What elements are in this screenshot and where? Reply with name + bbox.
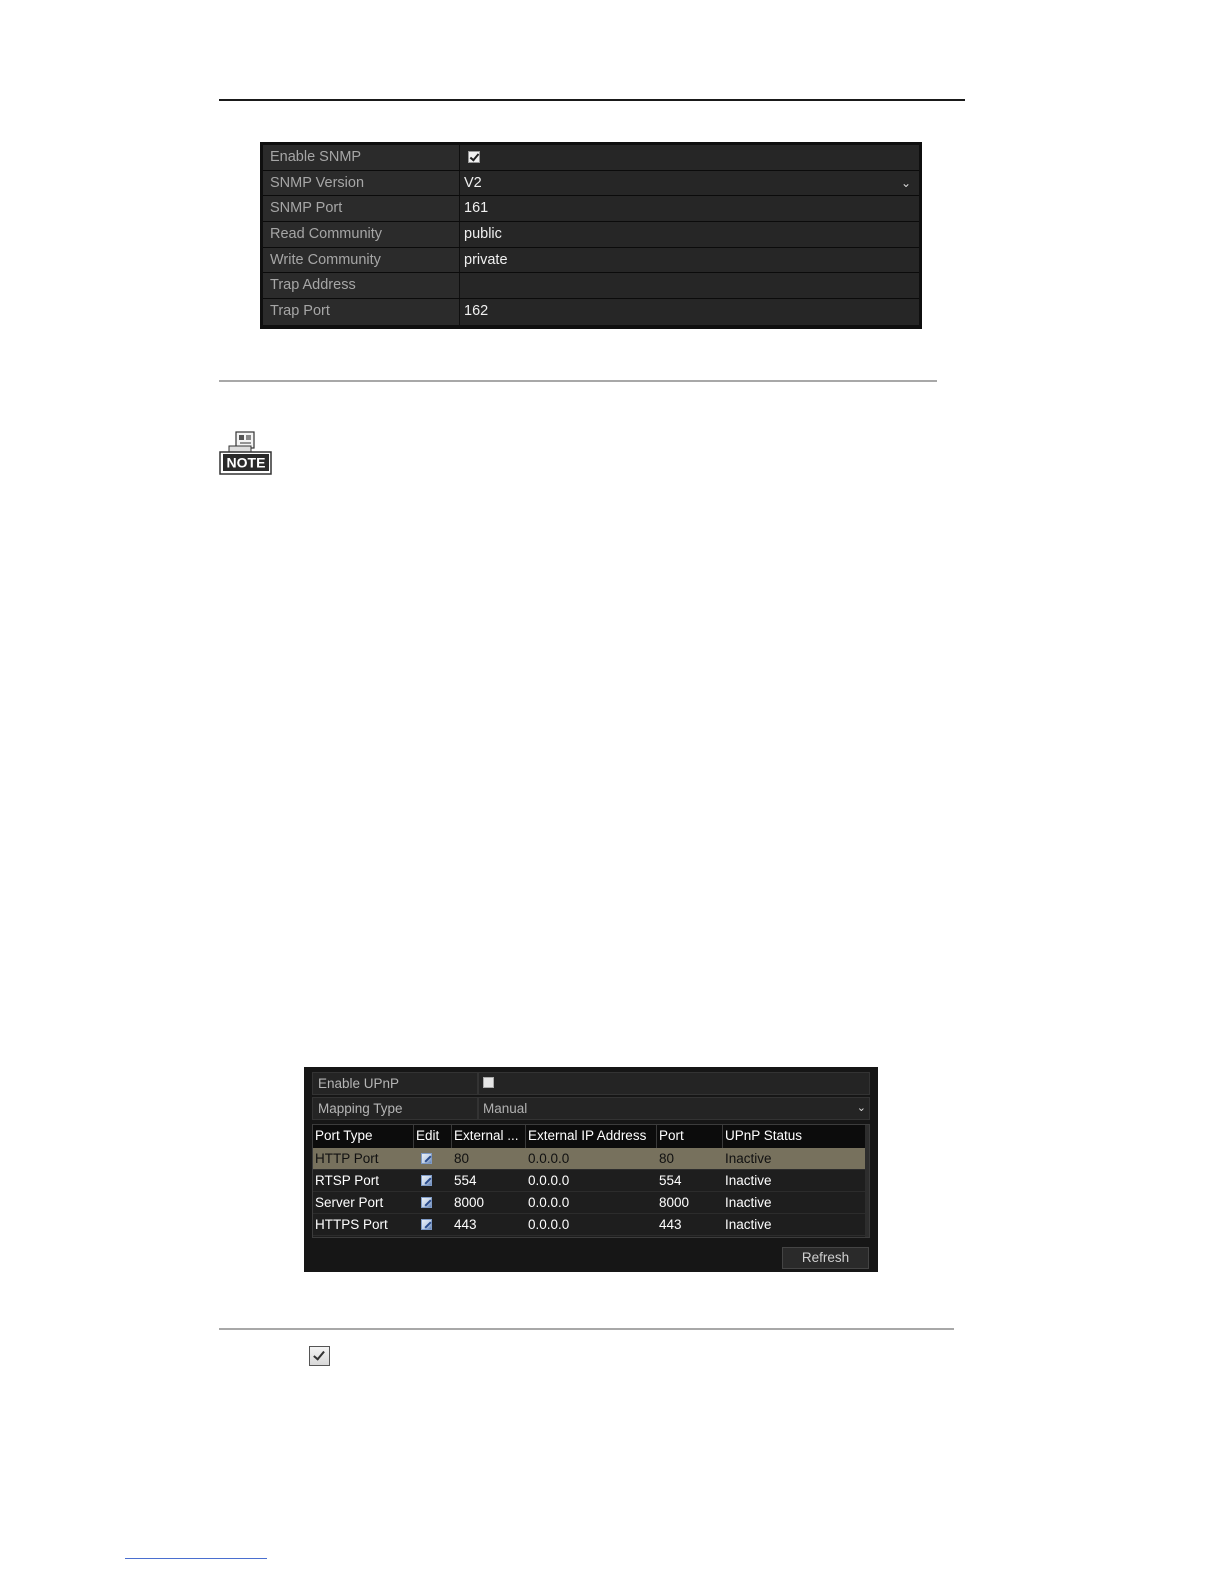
write-community-row [263, 248, 919, 274]
port-cell: 80 [659, 1151, 675, 1166]
trap-port-row [263, 299, 919, 325]
snmp-port-label: SNMP Port [263, 196, 459, 221]
port-type-cell: HTTPS Port [315, 1217, 388, 1232]
table-header [313, 1125, 869, 1148]
chevron-down-icon: ⌄ [900, 175, 911, 190]
column-header-edit[interactable]: Edit [414, 1125, 452, 1148]
enable-upnp-checkbox[interactable] [483, 1077, 494, 1088]
edit-cell [414, 1214, 452, 1235]
external-port-cell: 80 [454, 1151, 470, 1166]
enable-snmp-checkbox[interactable] [468, 151, 480, 163]
refresh-button[interactable]: Refresh [782, 1247, 869, 1269]
snmp-version-row [263, 171, 919, 197]
chevron-down-icon: ⌄ [856, 1102, 866, 1114]
snmp-port-row [263, 196, 919, 222]
checked-checkbox-icon [309, 1346, 330, 1366]
trap-port-label: Trap Port [263, 299, 459, 325]
external-port-cell: 443 [454, 1217, 477, 1232]
section-divider [219, 1328, 954, 1330]
read-community-input[interactable]: public [460, 222, 919, 247]
edit-icon[interactable] [421, 1197, 432, 1208]
column-header-port[interactable]: Port [657, 1125, 723, 1148]
column-header-upnp-status[interactable]: UPnP Status [723, 1125, 867, 1148]
read-community-row [263, 222, 919, 248]
header-rule [219, 99, 965, 101]
mapping-type-select[interactable] [478, 1097, 870, 1120]
status-cell: Inactive [725, 1151, 772, 1166]
external-port-cell: 8000 [454, 1195, 485, 1210]
enable-upnp-row [312, 1072, 870, 1095]
external-ip-cell: 0.0.0.0 [528, 1151, 570, 1166]
enable-upnp-label: Enable UPnP [312, 1072, 478, 1095]
snmp-version-label: SNMP Version [263, 171, 459, 196]
external-ip-cell: 0.0.0.0 [528, 1195, 570, 1210]
edit-icon[interactable] [421, 1153, 432, 1164]
port-type-cell: HTTP Port [315, 1151, 379, 1166]
port-cell: 554 [659, 1173, 682, 1188]
table-row[interactable] [313, 1170, 869, 1192]
write-community-label: Write Community [263, 248, 459, 273]
edit-cell [414, 1148, 452, 1169]
snmp-settings-panel [260, 142, 922, 329]
edit-cell [414, 1192, 452, 1213]
port-type-cell: RTSP Port [315, 1173, 380, 1188]
enable-snmp-row [263, 145, 919, 171]
table-row[interactable] [313, 1148, 869, 1170]
status-cell: Inactive [725, 1195, 772, 1210]
snmp-port-input[interactable]: 161 [460, 196, 919, 221]
snmp-version-select[interactable] [460, 171, 919, 196]
external-port-cell: 554 [454, 1173, 477, 1188]
port-mapping-table [312, 1124, 870, 1238]
column-header-external-port[interactable]: External ... [452, 1125, 526, 1148]
trap-address-input[interactable] [460, 273, 919, 298]
port-cell: 443 [659, 1217, 682, 1232]
mapping-type-label: Mapping Type [312, 1097, 478, 1120]
trap-address-row [263, 273, 919, 299]
status-cell: Inactive [725, 1217, 772, 1232]
port-cell: 8000 [659, 1195, 690, 1210]
table-row[interactable] [313, 1214, 869, 1236]
port-type-cell: Server Port [315, 1195, 384, 1210]
write-community-input[interactable]: private [460, 248, 919, 273]
trap-port-input[interactable]: 162 [460, 299, 919, 325]
table-scrollbar[interactable] [865, 1125, 869, 1237]
trap-address-label: Trap Address [263, 273, 459, 298]
status-cell: Inactive [725, 1173, 772, 1188]
column-header-external-ip[interactable]: External IP Address [526, 1125, 657, 1148]
mapping-type-row [312, 1097, 870, 1120]
external-ip-cell: 0.0.0.0 [528, 1173, 570, 1188]
section-divider [219, 380, 937, 382]
column-header-port-type[interactable]: Port Type [313, 1125, 414, 1148]
enable-snmp-label: Enable SNMP [263, 145, 459, 170]
note-icon [219, 430, 273, 476]
external-ip-cell: 0.0.0.0 [528, 1217, 570, 1232]
upnp-settings-panel [304, 1067, 878, 1272]
edit-icon[interactable] [421, 1175, 432, 1186]
mapping-type-value: Manual [483, 1101, 528, 1116]
svg-text:NOTE: NOTE [226, 454, 266, 471]
snmp-version-value: V2 [464, 174, 482, 191]
enable-upnp-field [478, 1072, 870, 1095]
read-community-label: Read Community [263, 222, 459, 247]
table-row[interactable] [313, 1192, 869, 1214]
edit-cell [414, 1170, 452, 1191]
enable-snmp-field [460, 145, 919, 170]
footer-link-underline [125, 1558, 267, 1559]
edit-icon[interactable] [421, 1219, 432, 1230]
